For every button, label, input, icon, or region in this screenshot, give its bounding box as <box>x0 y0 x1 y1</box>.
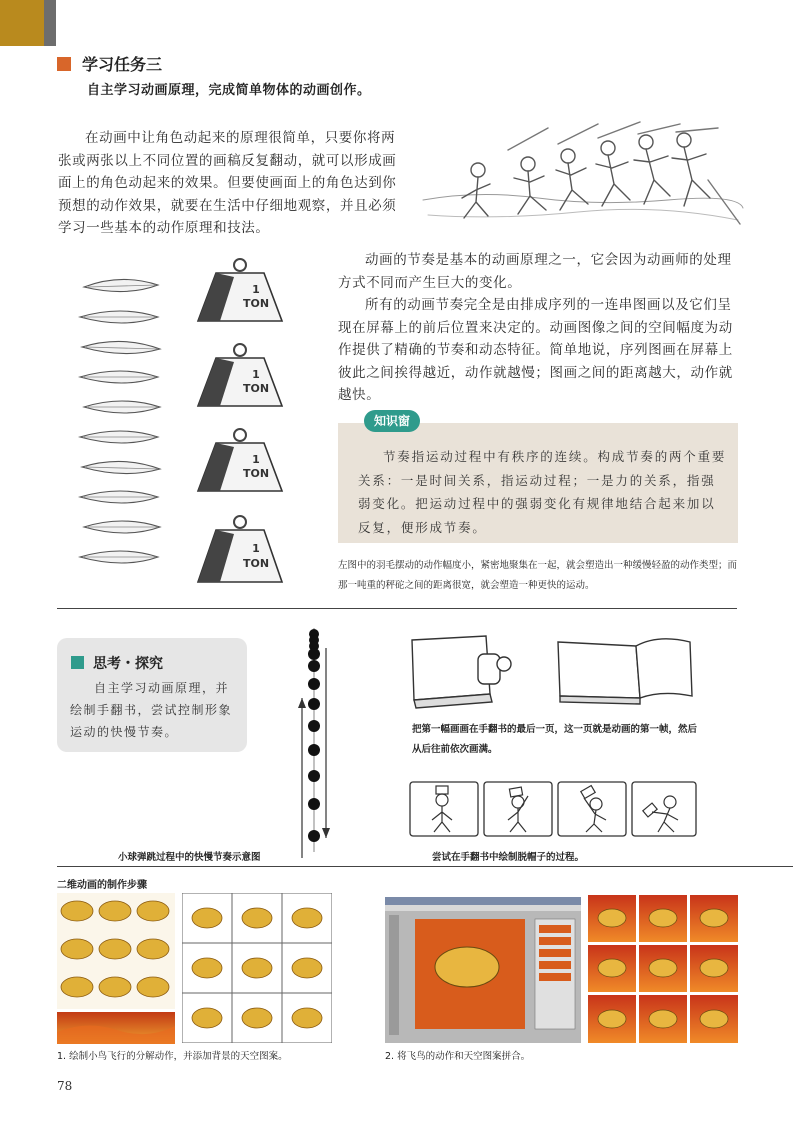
weight-3-label-number: 1 <box>252 453 260 466</box>
feather-sequence-illustration <box>66 265 176 585</box>
bird-sketch-sheet <box>57 893 175 1009</box>
knowledge-text: 节奏指运动过程中有秩序的连续。构成节奏的两个重要关系：一是时间关系，指运动过程；一是力的关系，指强弱变化。把运动过程中的强弱变化有规律地结合起来加以反复，便形成节奏。 <box>358 449 727 535</box>
weight-1-label-unit: TON <box>242 297 270 310</box>
steps-title: 二维动画的制作步骤 <box>57 880 147 891</box>
section-divider <box>57 608 737 609</box>
hat-removal-sequence <box>408 778 698 840</box>
step-2-caption: 2. 将飞鸟的动作和天空图案拼合。 <box>385 1051 531 1062</box>
flipbook-illustration <box>408 632 698 710</box>
rhythm-text <box>338 249 742 407</box>
composited-bird-frames <box>588 895 738 1043</box>
feather-caption: 左图中的羽毛摆动的动作幅度小，紧密地聚集在一起，就会塑造出一种缓慢轻盈的动作类型；而那一吨重的秤砣之间的距离很宽，就会塑造一种更快的运动。 <box>338 560 738 591</box>
weight-4-icon <box>190 512 290 588</box>
task-title: 学习任务三 <box>82 55 163 74</box>
corner-bar <box>44 0 56 46</box>
running-figures-illustration <box>418 120 750 232</box>
weight-1-label-number: 1 <box>252 283 260 296</box>
weight-3-icon <box>190 425 290 497</box>
rhythm-paragraph-1: 动画的节奏是基本的动画原理之一，它会因为动画师的处理方式不同而产生巨大的变化。 <box>338 252 732 291</box>
step-1-caption: 1. 绘制小鸟飞行的分解动作，并添加背景的天空图案。 <box>57 1051 288 1062</box>
sky-background-strip <box>57 1012 175 1044</box>
hat-caption: 尝试在手翻书中绘制脱帽子的过程。 <box>432 852 585 863</box>
weight-4-label-number: 1 <box>252 542 260 555</box>
page-number: 78 <box>57 1079 73 1093</box>
weight-1-icon <box>190 255 290 327</box>
weight-3-label-unit: TON <box>242 467 270 480</box>
weight-2-label-number: 1 <box>252 368 260 381</box>
think-title: 思考・探究 <box>93 656 163 672</box>
flipbook-caption: 把第一幅画画在手翻书的最后一页，这一页就是动画的第一帧，然后从后往前依次画满。 <box>412 724 698 755</box>
ball-caption: 小球弹跳过程中的快慢节奏示意图 <box>118 852 261 863</box>
think-square-icon <box>71 656 84 669</box>
intro-paragraph: 在动画中让角色动起来的原理很简单，只要你将两张或两张以上不同位置的画稿反复翻动，就可以形成画面上的角色动起来的效果。但要使画面上的角色达到你预想的动作效果，就要在生活中仔细地观察，并且必须学习一些基本的动作原理和技法。 <box>58 130 397 236</box>
rhythm-paragraph-2: 所有的动画节奏完全是由排成序列的一连串图画以及它们呈现在屏幕上的前后位置来决定的。动画图像之间的空间幅度为动作提供了精确的节奏和动态特征。简单地说，序列图画在屏幕上彼此之间挨得越近，动作就越慢；图画之间的距离越大，动作就越快。 <box>338 297 733 403</box>
weight-4-label-unit: TON <box>242 557 270 570</box>
corner-tab <box>0 0 44 46</box>
task-subtitle: 自主学习动画原理，完成简单物体的动画创作。 <box>87 83 371 98</box>
ball-bounce-diagram <box>290 628 340 864</box>
task-square-icon <box>57 57 71 71</box>
weight-2-icon <box>190 340 290 412</box>
weight-2-label-unit: TON <box>242 382 270 395</box>
editing-software-screenshot <box>385 897 581 1043</box>
think-text: 自主学习动画原理，并绘制手翻书，尝试控制形象运动的快慢节奏。 <box>70 681 233 739</box>
section-divider-2 <box>57 866 793 867</box>
knowledge-badge: 知识窗 <box>364 410 420 432</box>
bird-frame-grid <box>182 893 332 1043</box>
